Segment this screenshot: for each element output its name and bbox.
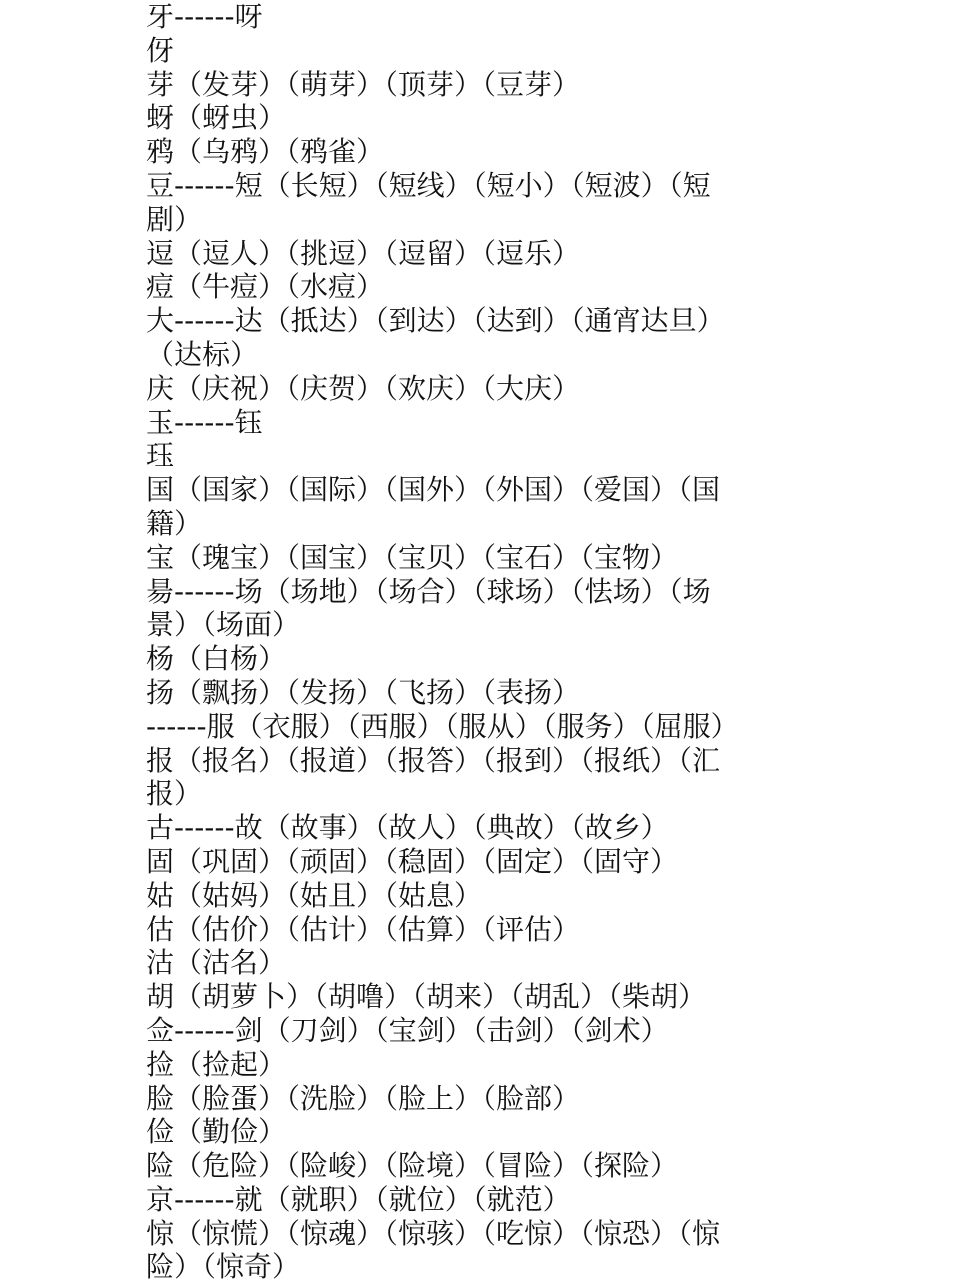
text-line: （达标）: [146, 337, 259, 371]
text-line: 籍）: [146, 506, 203, 540]
text-line: 伢: [146, 33, 175, 67]
text-line: 鸦（乌鸦）（鸦雀）: [146, 135, 385, 169]
text-line: 大------达（抵达）（到达）（达到）（通宵达旦）: [146, 304, 725, 338]
text-line: 胡（胡萝卜）（胡噜）（胡来）（胡乱）（柴胡）: [146, 980, 707, 1014]
text-line: 估（估价）（估计）（估算）（评估）: [146, 912, 581, 946]
text-line: 佥------剑（刀剑）（宝剑）（击剑）（剑术）: [146, 1013, 669, 1047]
text-line: 报）: [146, 777, 203, 811]
text-line: 脸（脸蛋）（洗脸）（脸上）（脸部）: [146, 1081, 581, 1115]
text-line: 沽（沽名）: [146, 946, 287, 980]
text-line: 豆------短（长短）（短线）（短小）（短波）（短: [146, 168, 711, 202]
text-line: 珏: [146, 439, 175, 473]
text-line: 芽（发芽）（萌芽）（顶芽）（豆芽）: [146, 67, 581, 101]
text-line: 捡（捡起）: [146, 1047, 287, 1081]
text-line: 庆（庆祝）（庆贺）（欢庆）（大庆）: [146, 371, 581, 405]
text-line: 宝（瑰宝）（国宝）（宝贝）（宝石）（宝物）: [146, 540, 679, 574]
text-line: 险（危险）（险峻）（险境）（冒险）（探险）: [146, 1149, 679, 1183]
text-line: 险）（惊奇）: [146, 1250, 301, 1284]
text-line: 惊（惊慌）（惊魂）（惊骇）（吃惊）（惊恐）（惊: [146, 1216, 721, 1250]
text-line: 玉------钰: [146, 405, 263, 439]
text-line: 昜------场（场地）（场合）（球场）（怯场）（场: [146, 574, 711, 608]
text-line: 痘（牛痘）（水痘）: [146, 270, 385, 304]
text-line: 古------故（故事）（故人）（典故）（故乡）: [146, 811, 669, 845]
text-line: 报（报名）（报道）（报答）（报到）（报纸）（汇: [146, 743, 721, 777]
text-line: 蚜（蚜虫）: [146, 101, 287, 135]
text-line: 景）（场面）: [146, 608, 301, 642]
text-line: 逗（逗人）（挑逗）（逗留）（逗乐）: [146, 236, 581, 270]
text-line: 扬（飘扬）（发扬）（飞扬）（表扬）: [146, 675, 581, 709]
text-line: 剧）: [146, 202, 203, 236]
text-line: 俭（勤俭）: [146, 1115, 287, 1149]
text-line: 姑（姑妈）（姑且）（姑息）: [146, 878, 483, 912]
text-line: 牙------呀: [146, 0, 263, 33]
text-line: 京------就（就职）（就位）（就范）: [146, 1182, 571, 1216]
document-body: [146, 0, 826, 1284]
text-line: ------服（衣服）（西服）（服从）（服务）（屈服）: [146, 709, 739, 743]
text-line: 杨（白杨）: [146, 642, 287, 676]
text-line: 固（巩固）（顽固）（稳固）（固定）（固守）: [146, 844, 679, 878]
text-line: 国（国家）（国际）（国外）（外国）（爱国）（国: [146, 473, 721, 507]
